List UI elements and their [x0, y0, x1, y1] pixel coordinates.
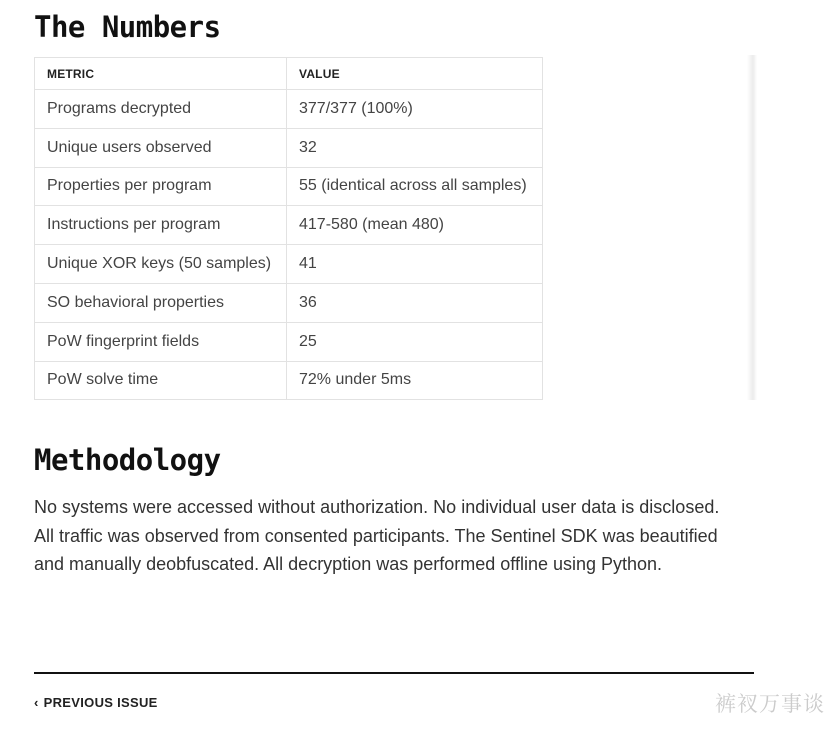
value-cell: 377/377 (100%): [287, 90, 543, 129]
metric-cell: Properties per program: [35, 167, 287, 206]
table-row: [35, 167, 543, 206]
value-cell: 72% under 5ms: [287, 361, 543, 400]
table-row: [35, 283, 543, 322]
header-metric: METRIC: [35, 58, 287, 90]
chevron-left-icon: ‹: [34, 695, 39, 710]
table-row: [35, 128, 543, 167]
watermark: 裤衩万事谈: [715, 692, 825, 716]
table-row: [35, 245, 543, 284]
numbers-table: [34, 57, 543, 400]
metric-cell: Instructions per program: [35, 206, 287, 245]
metric-cell: PoW solve time: [35, 361, 287, 400]
previous-issue-label: PREVIOUS ISSUE: [43, 695, 158, 710]
metric-cell: Unique users observed: [35, 128, 287, 167]
metric-cell: Programs decrypted: [35, 90, 287, 129]
table-header-row: [35, 58, 543, 90]
value-cell: 36: [287, 283, 543, 322]
metric-cell: SO behavioral properties: [35, 283, 287, 322]
nav-divider: [34, 672, 754, 674]
value-cell: 25: [287, 322, 543, 361]
table-row: [35, 322, 543, 361]
value-cell: 32: [287, 128, 543, 167]
value-cell: 417-580 (mean 480): [287, 206, 543, 245]
table-row: [35, 361, 543, 400]
methodology-heading: Methodology: [34, 443, 221, 477]
metric-cell: Unique XOR keys (50 samples): [35, 245, 287, 284]
value-cell: 41: [287, 245, 543, 284]
methodology-paragraph: No systems were accessed without authorization. No individual user data is disclosed. All traffic was observed from consented participants. The Sentinel SDK was beautified and manually deobfuscated. All decryption was performed offline using Python.: [34, 497, 720, 575]
numbers-heading: The Numbers: [34, 10, 221, 44]
metric-cell: PoW fingerprint fields: [35, 322, 287, 361]
table-row: [35, 206, 543, 245]
side-panel-shadow: [747, 55, 757, 400]
header-value: VALUE: [287, 58, 543, 90]
table-row: [35, 90, 543, 129]
previous-issue-link[interactable]: [34, 695, 158, 710]
value-cell: 55 (identical across all samples): [287, 167, 543, 206]
